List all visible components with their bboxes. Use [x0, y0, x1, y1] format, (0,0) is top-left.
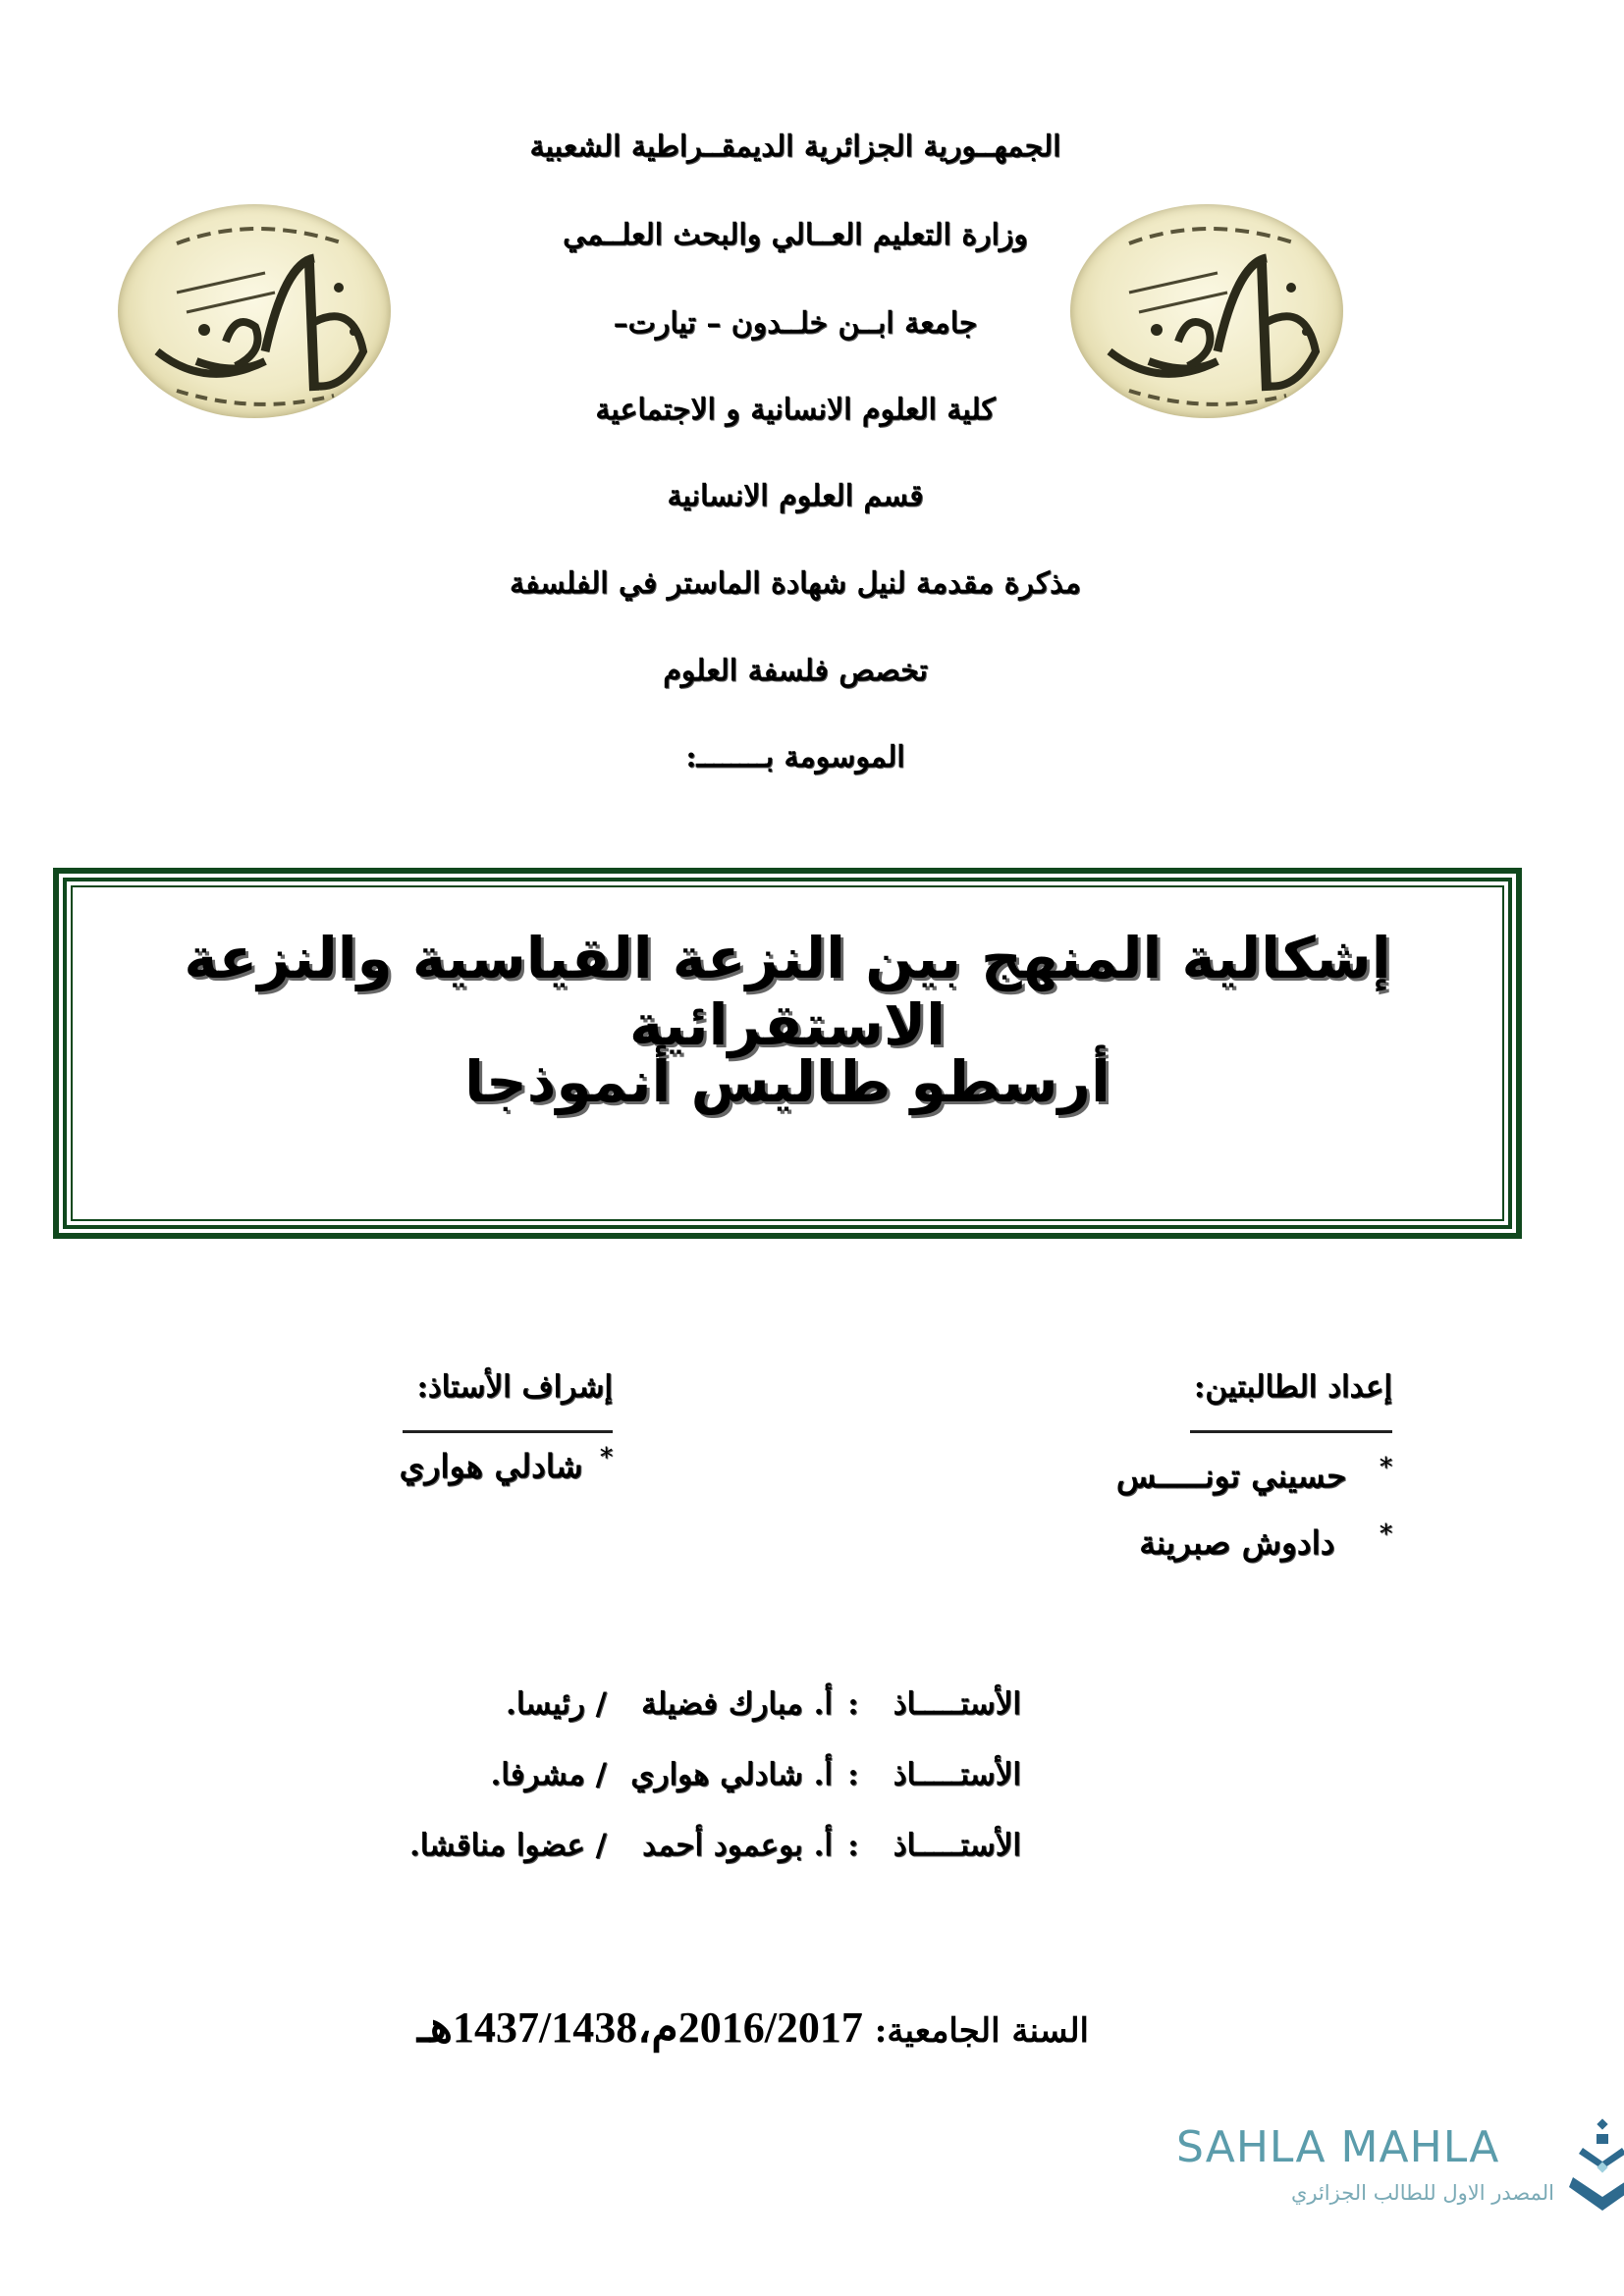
student-name-2 — [1139, 1520, 1392, 1562]
supervisor-name — [400, 1443, 613, 1485]
header-titled: الموسومة بــــــــ: — [685, 740, 905, 774]
committee-row-2 — [490, 1757, 1021, 1792]
supervisor-heading: إشراف الأستاذ: — [416, 1369, 613, 1405]
committee-role: / عضوا مناقشا. — [408, 1828, 607, 1863]
header-university: جامعة ابــن خلــدون – تيارت– — [613, 306, 978, 341]
committee-row-1 — [506, 1686, 1021, 1722]
sahla-mahla-logo-icon — [1569, 2118, 1624, 2216]
header-department: قسم العلوم الانسانية — [667, 479, 924, 513]
header-thesis-purpose: مذكرة مقدمة لنيل شهادة الماستر في الفلسفة — [510, 566, 1081, 601]
students-heading-underline — [1190, 1430, 1392, 1433]
header-specialty: تخصص فلسفة العلوم — [663, 654, 928, 688]
thesis-title-line2: أرسطو طاليس أنموذجا — [464, 1048, 1110, 1115]
academic-year-value: 2016/2017م،1437/1438هـ — [416, 2003, 863, 2052]
title-frame — [53, 868, 1522, 1239]
calligraphy-seal-icon — [118, 204, 391, 418]
bullet-star-icon: * — [1380, 1453, 1392, 1482]
committee-member-name: أ. مبارك فضيلة — [641, 1686, 833, 1722]
header-ministry: وزارة التعليم العــالي والبحث العلــمي — [563, 218, 1028, 252]
academic-year — [417, 2002, 1089, 2053]
committee-role: / رئيسا. — [506, 1686, 607, 1722]
committee-member-name: أ. بوعمود أحمد — [642, 1828, 833, 1863]
committee-role: / مشرفا. — [490, 1757, 607, 1792]
committee-title: الأستـــــاذ — [893, 1828, 1021, 1863]
thesis-title-line1: إشكالية المنهج بين النزعة القياسية والنزعة الاستقرائية — [184, 925, 1391, 1058]
watermark-brand: SAHLA MAHLA — [1176, 2122, 1500, 2172]
supervisor-name-text: شادلي هواري — [399, 1447, 583, 1485]
bullet-star-icon: * — [1380, 1520, 1392, 1549]
university-seal-left-logo — [118, 204, 391, 418]
committee-title: الأستـــــاذ — [893, 1757, 1021, 1792]
sahla-mahla-watermark — [1176, 2101, 1608, 2209]
supervisor-heading-underline — [403, 1430, 613, 1433]
committee-row-3 — [409, 1828, 1021, 1863]
student-name-1-text: حسيني تونـــــس — [1115, 1457, 1347, 1495]
student-name-1 — [1116, 1453, 1392, 1495]
student-name-2-text: دادوش صبرينة — [1139, 1523, 1335, 1562]
students-heading: إعداد الطالبتين: — [1193, 1369, 1392, 1405]
academic-year-label: السنة الجامعية: — [874, 2011, 1089, 2051]
committee-sep: : — [847, 1828, 859, 1863]
header-republic: الجمهــورية الجزائرية الديمقــراطية الشعبية — [529, 130, 1061, 164]
committee-title: الأستـــــاذ — [893, 1686, 1021, 1722]
bullet-star-icon: * — [600, 1443, 613, 1472]
committee-sep: : — [847, 1757, 859, 1792]
watermark-tagline: المصدر الاول للطالب الجزائري — [1290, 2181, 1554, 2205]
header-faculty: كلية العلوم الانسانية و الاجتماعية — [595, 393, 996, 427]
committee-sep: : — [847, 1686, 859, 1722]
committee-member-name: أ. شادلي هواري — [630, 1757, 833, 1792]
